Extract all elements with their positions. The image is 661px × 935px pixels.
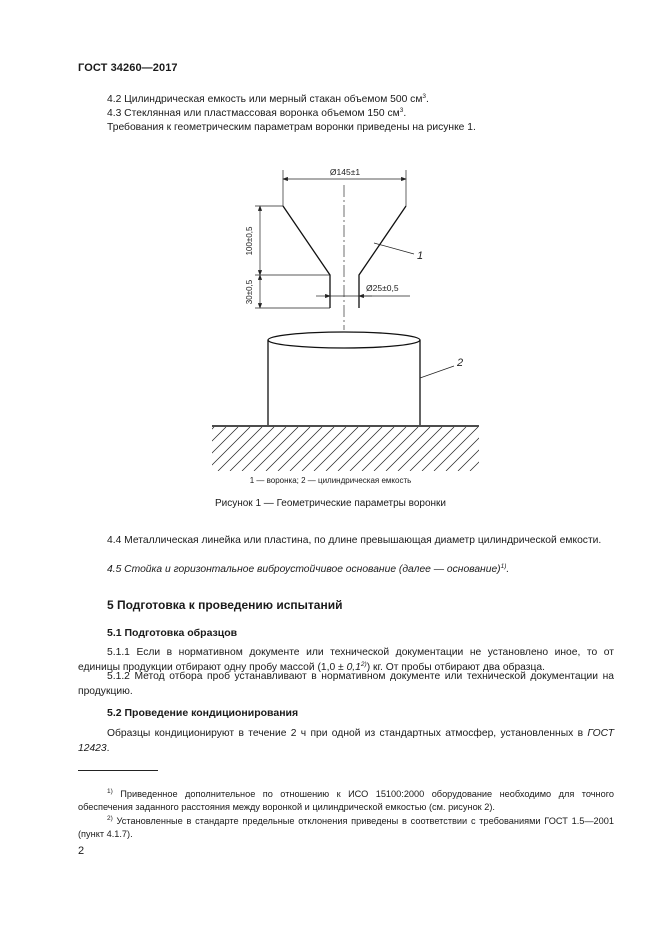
item-4-2: 4.2 Цилиндрическая емкость или мерный стакан объемом 500 $см^3$. [107,93,429,105]
item-4-4: 4.4 Металлическая линейка или пластина, по длине превышающая диаметр цилиндрической емкости. [107,535,602,546]
dimension-cone-label: 100±0,5 [245,226,254,256]
base-hatching [170,427,514,471]
section-5-2-title: 5.2 Проведение кондиционирования [107,707,299,719]
figure-caption: Рисунок 1 — Геометрические параметры воронки [214,498,447,509]
section-5-1-title: 5.1 Подготовка образцов [107,627,238,639]
item-4-5: 4.5 Стойка и горизонтальное виброустойчивое основание (далее — основание)$^{1)}$. [107,563,510,575]
document-header: ГОСТ 34260—2017 [78,62,178,74]
paragraph-5-2: Образцы кондиционируют в течение 2 ч при одной из стандартных атмосфер, установленных в ГОСТ 12423. [78,728,614,754]
paragraph-5-1-2: 5.1.2 Метод отбора проб устанавливают в нормативном документе или технической документации на продукцию. [78,671,614,697]
leader-line-1 [374,243,414,254]
cylinder-top-ellipse [268,332,420,348]
dimension-outlet-label: Ø25±0,5 [366,283,399,293]
footnote-2: $^{2)}$ Установленные в стандарте предельные отклонения приведены в соответствии с требованиями ГОСТ 1.5—2001 (пункт 4.1.7). [78,815,614,839]
section-5-title: 5 Подготовка к проведению испытаний [107,598,343,612]
page-number: 2 [78,845,85,857]
funnel-left-wall [283,206,330,308]
leader-line-2 [420,366,454,378]
figure-legend: 1 — воронка; 2 — цилиндрическая емкость [249,476,412,485]
figure-reference-text: Требования к геометрическим параметрам воронки приведены на рисунке 1. [107,122,476,133]
label-2: 2 [457,357,464,369]
footnote-1: $^{1)}$ Приведенное дополнительное по отношению к ИСО 15100:2000 оборудование необходимо для точного обеспечения заданного расстояния между воронкой и цилиндрической емкостью (см. рисунок 2). [78,788,614,812]
label-1: 1 [417,250,424,262]
footnote-separator [78,770,158,771]
dimension-top-label: Ø145±1 [329,167,361,177]
item-4-3: 4.3 Стеклянная или пластмассовая воронка объемом 150 $см^3$. [107,107,407,119]
paragraph-5-1-1: 5.1.1 Если в нормативном документе или технической документации не установлено иное, то от единицы продукции отбирают одну пробу массой $(1,0 \pm 0,1^{2)})$ кг. От пробы отбирают два образца. [78,647,614,673]
dimension-spout-label: 30±0,5 [245,279,254,305]
